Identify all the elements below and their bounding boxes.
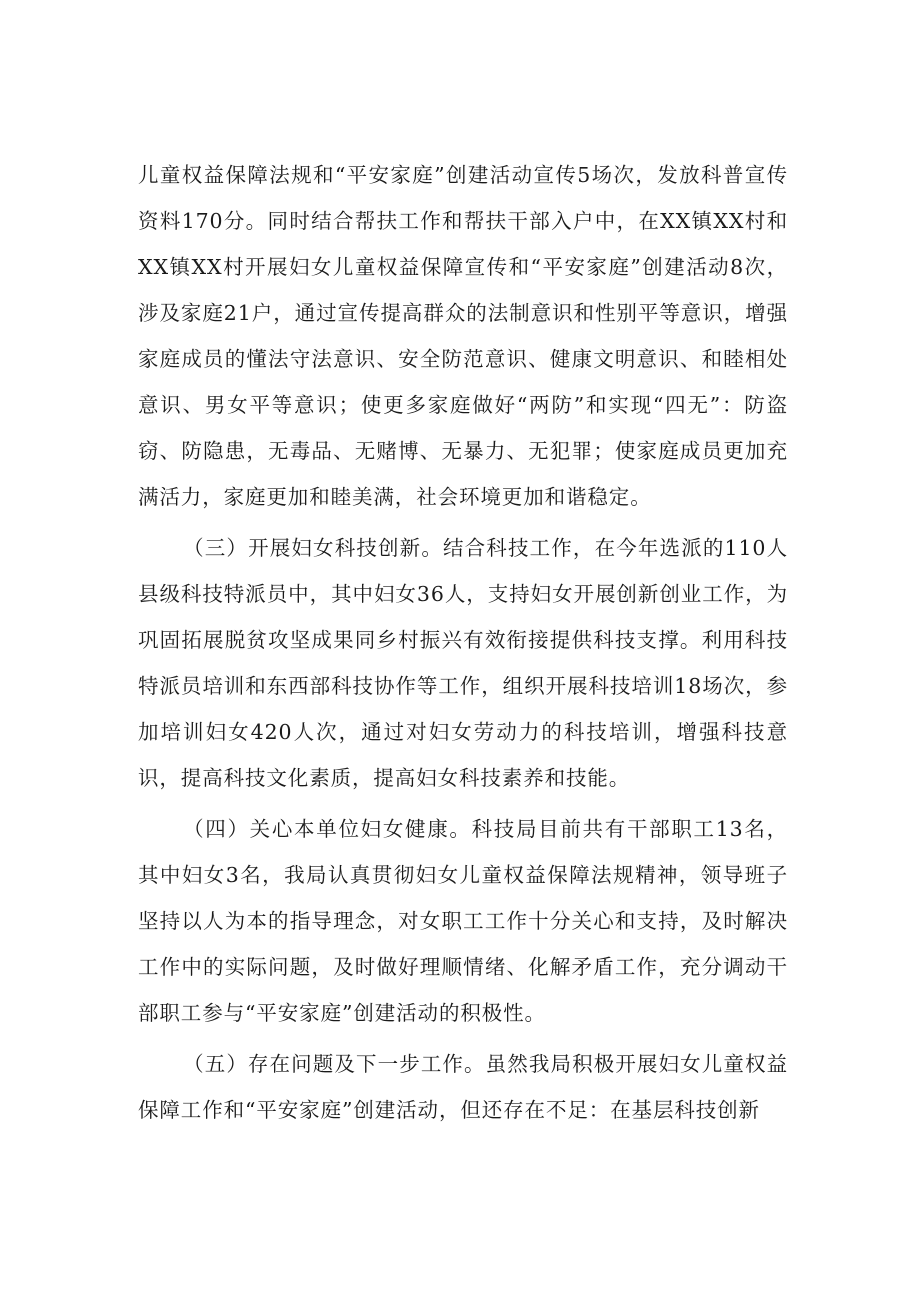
paragraph-section-5-problems-next-steps: （五）存在问题及下一步工作。虽然我局积极开展妇女儿童权益保障工作和“平安家庭”创建活动，但还存在不足：在基层科技创新 [138, 1052, 788, 1122]
document-page [138, 152, 788, 1133]
paragraph-section-3-women-tech-innovation: （三）开展妇女科技创新。结合科技工作，在今年选派的110人县级科技特派员中，其中妇女36人，支持妇女开展创新创业工作，为巩固拓展脱贫攻坚成果同乡村振兴有效衔接提供科技支撑。利用科技特派员培训和东西部科技协作等工作，组织开展科技培训18场次，参加培训妇女420人次，通过对妇女劳动力的科技培训，增强科技意识，提高科技文化素质，提高妇女科技素养和技能。 [138, 536, 788, 790]
paragraph-continuation: 儿童权益保障法规和“平安家庭”创建活动宣传5场次，发放科普宣传资料170分。同时结合帮扶工作和帮扶干部入户中，在XX镇XX村和XX镇XX村开展妇女儿童权益保障宣传和“平安家庭”创建活动8次，涉及家庭21户，通过宣传提高群众的法制意识和性别平等意识，增强家庭成员的懂法守法意识、安全防范意识、健康文明意识、和睦相处意识、男女平等意识；使更多家庭做好“两防”和实现“四无”：防盗窃、防隐患，无毒品、无赌博、无暴力、无犯罪；使家庭成员更加充满活力，家庭更加和睦美满，社会环境更加和谐稳定。 [138, 163, 788, 509]
paragraph-section-4-women-health: （四）关心本单位妇女健康。科技局目前共有干部职工13名，其中妇女3名，我局认真贯彻妇女儿童权益保障法规精神，领导班子坚持以人为本的指导理念，对女职工工作十分关心和支持，及时解决工作中的实际问题，及时做好理顺情绪、化解矛盾工作，充分调动干部职工参与“平安家庭”创建活动的积极性。 [138, 817, 788, 1025]
